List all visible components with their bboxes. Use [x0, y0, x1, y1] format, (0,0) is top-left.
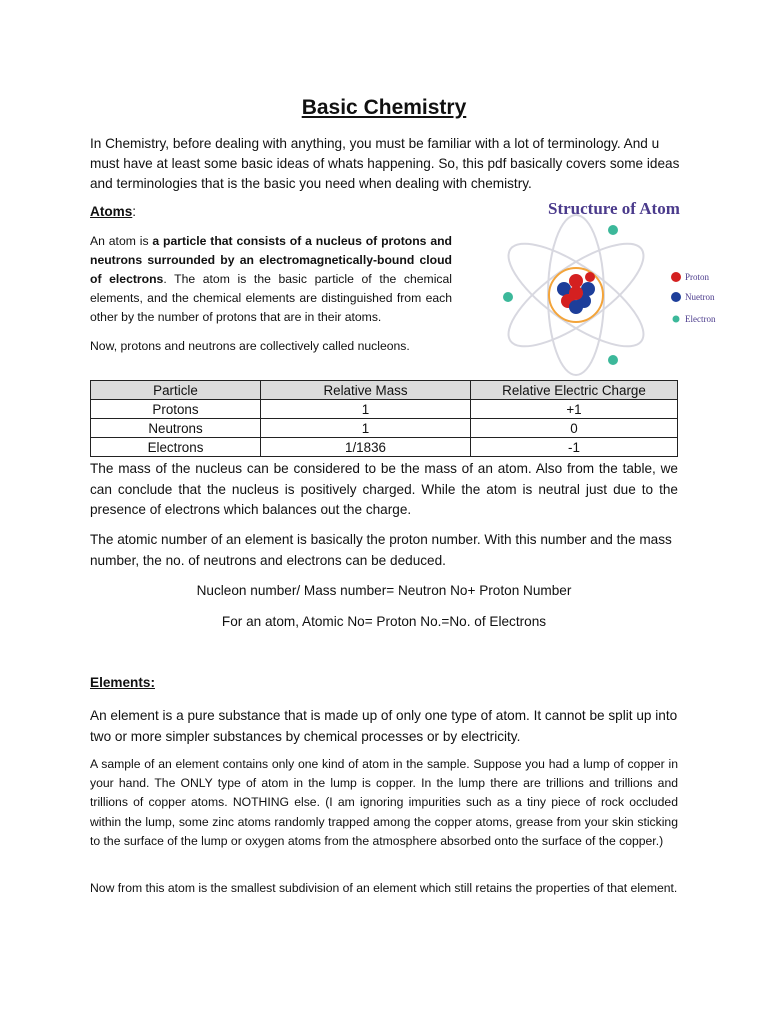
legend-electron-swatch	[673, 316, 680, 323]
particle-table	[90, 380, 678, 457]
table-cell: Neutrons	[91, 419, 261, 438]
formula-mass-number: Nucleon number/ Mass number= Neutron No+ Proton Number	[196, 583, 572, 598]
element-sample-paragraph: A sample of an element contains only one kind of atom in the sample. Suppose you had a lump of copper in your hand. The ONLY type of atom in the lump is copper. In the lump there are trillions and trillions and trillions of copper atoms. NOTHING else. (I am ignoring impurities such as a tiny piece of rock occluded within the lump, some zinc atoms randomly trapped among the copper atoms, grease from your skin sticking to the surface of the lump or oxygen atoms from the atmosphere absorbed onto the surface of the copper.)	[90, 757, 678, 848]
atoms-heading-wrap	[90, 202, 136, 222]
atoms-heading: Atoms	[90, 204, 133, 219]
table-cell: +1	[471, 400, 678, 419]
table-header-cell: Particle	[91, 381, 261, 400]
figure-title: Structure of Atom	[548, 199, 680, 218]
table-cell: Protons	[91, 400, 261, 419]
nucleons-note: Now, protons and neutrons are collectively called nucleons.	[90, 339, 410, 353]
intro-paragraph: In Chemistry, before dealing with anything, you must be familiar with a lot of terminology. And u must have at least some basic ideas of whats happening. So, this pdf basically covers some ideas and terminologies that is the basic you need when dealing with chemistry.	[90, 136, 680, 191]
legend-proton-swatch	[671, 272, 681, 282]
atomic-number-paragraph: The atomic number of an element is basically the proton number. With this number and the mass number, the no. of neutrons and electrons can be deduced.	[90, 532, 672, 568]
legend-electron-label: Electron	[685, 314, 716, 324]
atom-structure-figure	[492, 193, 728, 378]
table-row	[91, 400, 678, 419]
table-header-row	[91, 381, 678, 400]
legend-neutron-label: Nuetron	[685, 292, 715, 302]
electron-dot	[608, 355, 618, 365]
table-header-cell: Relative Electric Charge	[471, 381, 678, 400]
page-title: Basic Chemistry	[301, 96, 467, 119]
atoms-definition	[90, 232, 452, 327]
table-cell: -1	[471, 438, 678, 457]
table-cell: 1	[261, 400, 471, 419]
formula-atomic-number: For an atom, Atomic No= Proton No.=No. of Electrons	[221, 614, 547, 629]
atoms-heading-colon: :	[132, 204, 137, 219]
electron-dot	[503, 292, 513, 302]
table-cell: 1	[261, 419, 471, 438]
legend-proton-label: Proton	[685, 272, 710, 282]
electron-dot	[608, 225, 618, 235]
nucleus	[557, 272, 595, 314]
table-row	[91, 438, 678, 457]
elements-heading: Elements:	[90, 675, 155, 690]
table-cell: Electrons	[91, 438, 261, 457]
atom-subdivision-paragraph: Now from this atom is the smallest subdivision of an element which still retains the properties of that element.	[90, 881, 678, 895]
atom-diagram	[492, 193, 728, 378]
table-row	[91, 419, 678, 438]
table-cell: 0	[471, 419, 678, 438]
element-definition: An element is a pure substance that is made up of only one type of atom. It cannot be split up into two or more simpler substances by chemical processes or by electricity.	[90, 708, 678, 744]
atoms-def-suffix: . The atom is the basic particle of the chemical elements, and the chemical elements are distinguished from each other by the number of protons that are in their atoms.	[90, 272, 452, 324]
atoms-def-bold: a particle that consists of a nucleus of protons and neutrons surrounded by an electromagnetically-bound cloud of electrons	[90, 234, 452, 286]
legend-neutron-swatch	[671, 292, 681, 302]
table-header-cell: Relative Mass	[261, 381, 471, 400]
atoms-def-prefix: An atom is	[90, 234, 153, 248]
nucleus-mass-paragraph: The mass of the nucleus can be considered to be the mass of an atom. Also from the table, we can conclude that the nucleus is positively charged. While the atom is neutral just due to the presence of electrons which balances out the charge.	[90, 461, 678, 517]
table-cell: 1/1836	[261, 438, 471, 457]
